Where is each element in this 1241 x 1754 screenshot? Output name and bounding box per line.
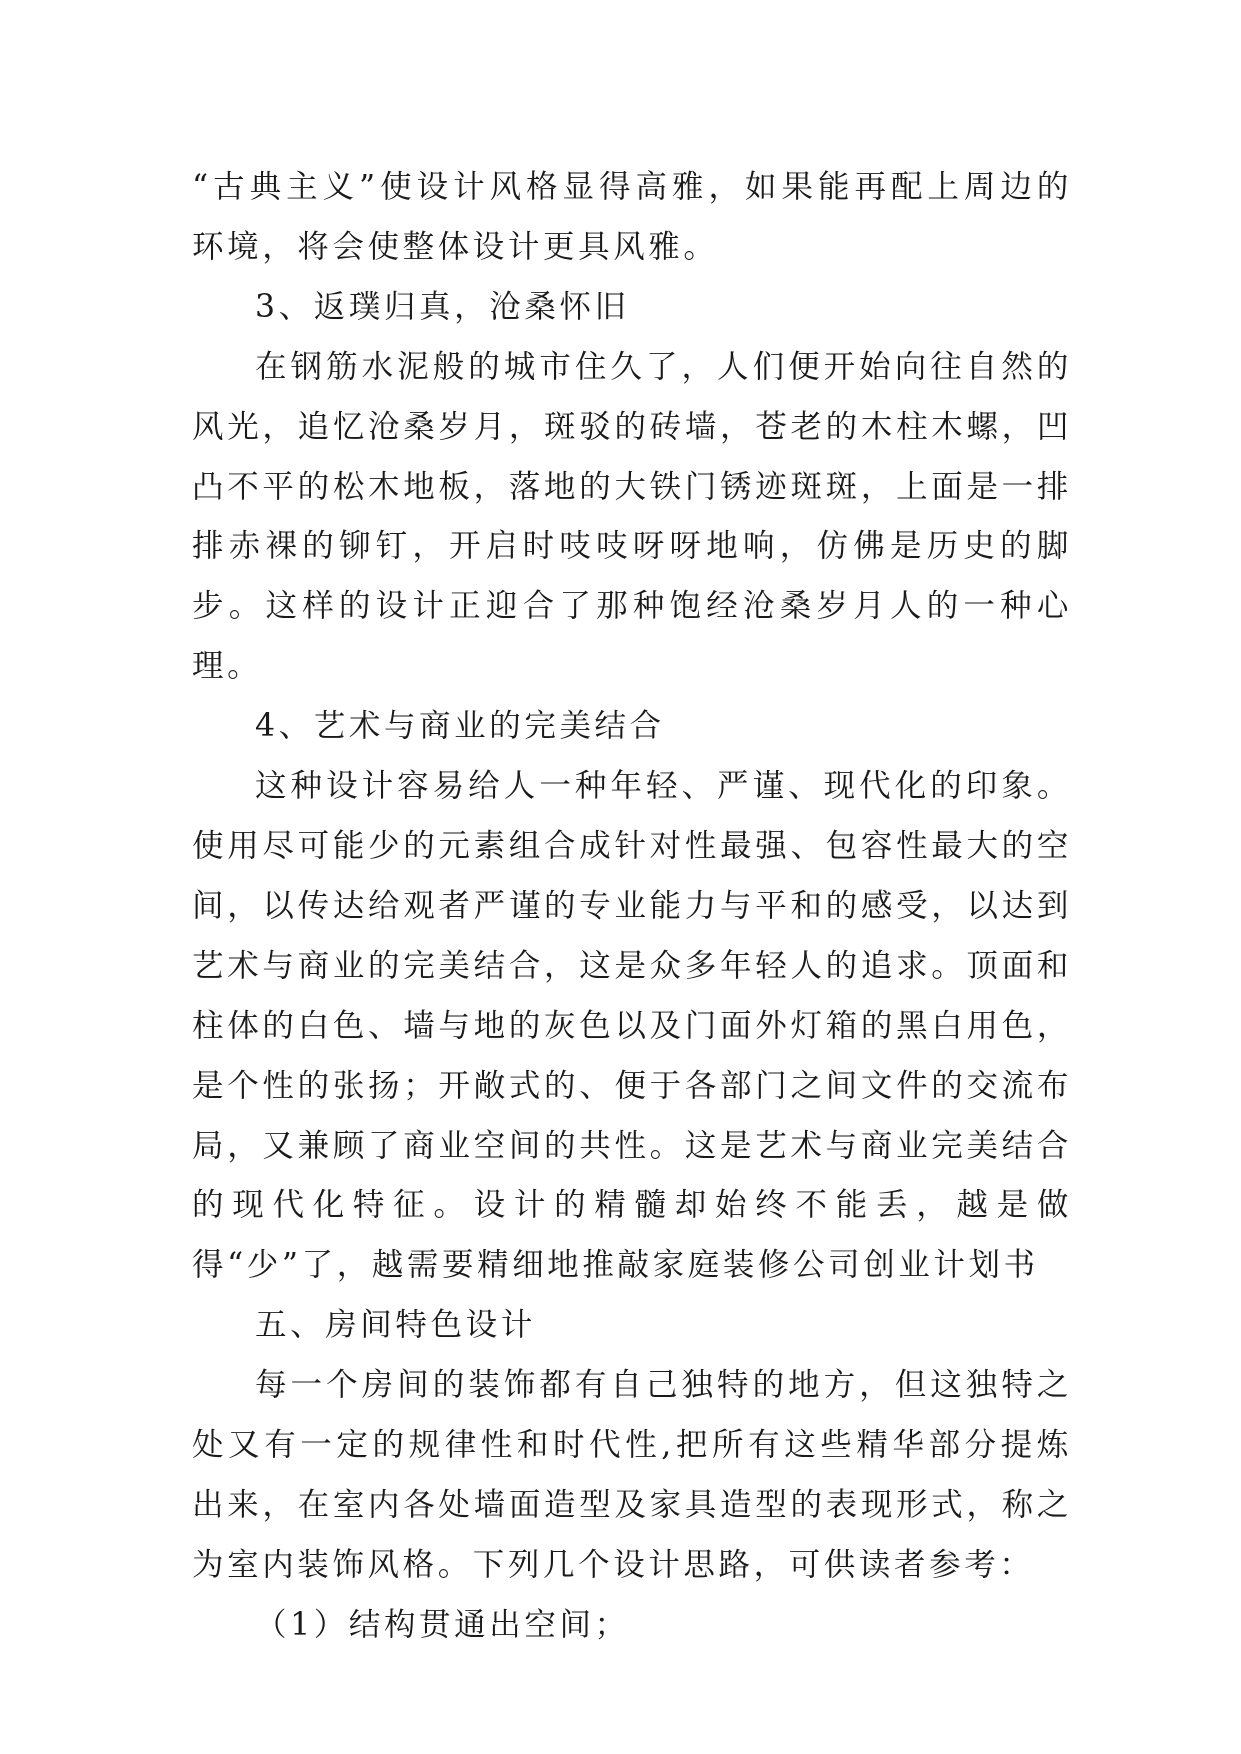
list-item-structure: （1）结构贯通出空间； (255, 1606, 630, 1643)
paragraph-nostalgia: 在钢筋水泥般的城市住久了，人们便开始向往自然的风光，追忆沧桑岁月，斑驳的砖墙，苍老的木柱木螺，凹凸不平的松木地板，落地的大铁门锈迹斑斑，上面是一排排赤裸的铆钉，开启时吱吱呀呀地响，仿佛是历史的脚步。这样的设计正迎合了那种饱经沧桑岁月人的一种心理。 (192, 348, 1072, 685)
paragraph-art-and-commerce: 这种设计容易给人一种年轻、严谨、现代化的印象。使用尽可能少的元素组合成针对性最强、包容性最大的空间，以传达给观者严谨的专业能力与平和的感受，以达到艺术与商业的完美结合，这是众多年轻人的追求。顶面和柱体的白色、墙与地的灰色以及门面外灯箱的黑白用色，是个性的张扬；开敞式的、便于各部门之间文件的交流布局，又兼顾了商业空间的共性。这是艺术与商业完美结合的现代化特征。设计的精髓却始终不能丢，越是做得“少”了，越需要精细地推敲家庭装修公司创业计划书 (192, 768, 1072, 1284)
section-heading-return-to-nature: 3、返璞归真，沧桑怀旧 (255, 288, 630, 325)
paragraph-room-design: 每一个房间的装饰都有自己独特的地方，但这独特之处又有一定的规律性和时代性,把所有这些精华部分提炼出来，在室内各处墙面造型及家具造型的表现形式，称之为室内装饰风格。下列几个设计思路，可供读者参考： (192, 1367, 1072, 1583)
section-heading-room-design: 五、房间特色设计 (255, 1307, 536, 1344)
document-body (192, 158, 1072, 1656)
section-heading-art-and-commerce: 4、艺术与商业的完美结合 (255, 708, 665, 745)
paragraph-classicism-continuation: “古典主义”使设计风格显得高雅，如果能再配上周边的环境，将会使整体设计更具风雅。 (192, 169, 1072, 265)
